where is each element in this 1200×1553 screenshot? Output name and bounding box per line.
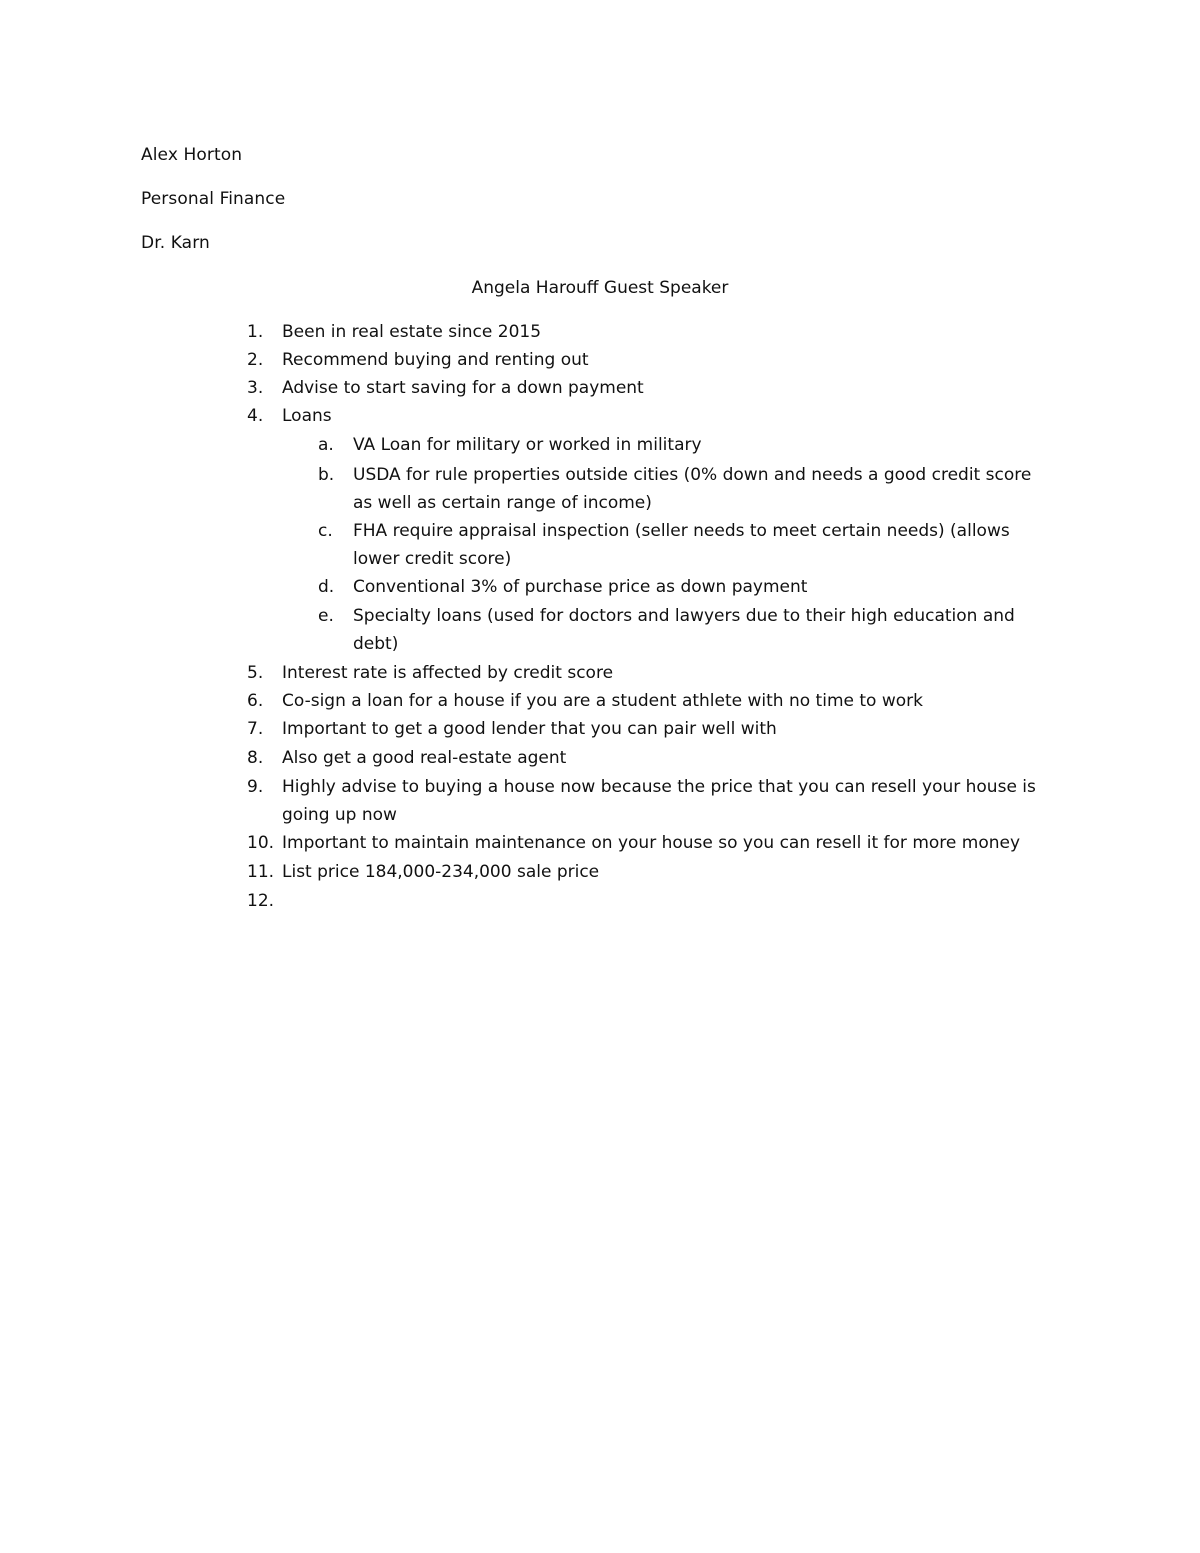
list-marker: d. xyxy=(318,577,335,597)
list-item-text: Conventional 3% of purchase price as down payment xyxy=(353,577,808,597)
list-item-text: debt) xyxy=(353,634,399,654)
course-name: Personal Finance xyxy=(141,189,286,209)
list-item-text: USDA for rule properties outside cities (0% down and needs a good credit score xyxy=(353,465,1032,485)
list-marker: 12. xyxy=(247,891,275,911)
list-item-text: Interest rate is affected by credit score xyxy=(282,663,614,683)
list-marker: 7. xyxy=(247,719,264,739)
list-item-text: FHA require appraisal inspection (seller needs to meet certain needs) (allows xyxy=(353,521,1010,541)
list-item-text: Highly advise to buying a house now because the price that you can resell your house is xyxy=(282,777,1036,797)
list-item-text: as well as certain range of income) xyxy=(353,493,652,513)
list-marker: 6. xyxy=(247,691,264,711)
list-marker: a. xyxy=(318,435,334,455)
list-item-text: List price 184,000-234,000 sale price xyxy=(282,862,600,882)
list-item-text: Recommend buying and renting out xyxy=(282,350,589,370)
list-marker: e. xyxy=(318,606,334,626)
list-item-text: Important to maintain maintenance on your house so you can resell it for more money xyxy=(282,833,1021,853)
list-item-text: Been in real estate since 2015 xyxy=(282,322,542,342)
document-title: Angela Harouff Guest Speaker xyxy=(471,278,729,298)
instructor-name: Dr. Karn xyxy=(141,233,210,253)
author-name: Alex Horton xyxy=(141,145,243,165)
list-item-text: Important to get a good lender that you can pair well with xyxy=(282,719,777,739)
list-marker: c. xyxy=(318,521,333,541)
list-item-text: Co-sign a loan for a house if you are a student athlete with no time to work xyxy=(282,691,923,711)
list-marker: 10. xyxy=(247,833,275,853)
list-marker: 1. xyxy=(247,322,264,342)
list-item-text: Also get a good real-estate agent xyxy=(282,748,567,768)
list-item-text: lower credit score) xyxy=(353,549,512,569)
list-marker: 8. xyxy=(247,748,264,768)
list-item-text: Specialty loans (used for doctors and lawyers due to their high education and xyxy=(353,606,1015,626)
list-marker: 4. xyxy=(247,406,264,426)
list-marker: 2. xyxy=(247,350,264,370)
list-marker: 9. xyxy=(247,777,264,797)
list-item-text: Loans xyxy=(282,406,332,426)
list-marker: b. xyxy=(318,465,335,485)
list-marker: 11. xyxy=(247,862,275,882)
list-item-text: going up now xyxy=(282,805,397,825)
list-marker: 5. xyxy=(247,663,264,683)
list-marker: 3. xyxy=(247,378,264,398)
list-item-text: Advise to start saving for a down payment xyxy=(282,378,644,398)
list-item-text: VA Loan for military or worked in military xyxy=(353,435,702,455)
